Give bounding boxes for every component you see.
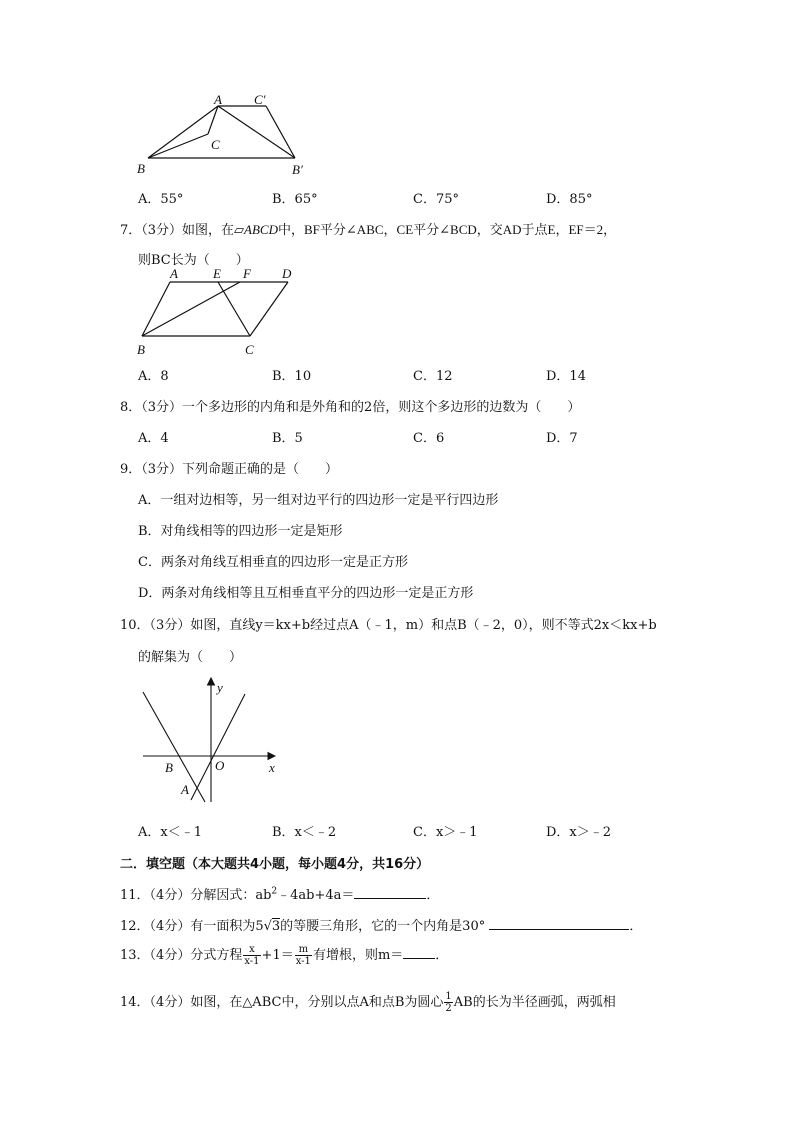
q11-suffix: ﹣4ab+4a＝: [277, 888, 355, 903]
label-y: y: [217, 680, 223, 695]
q7-option-b[interactable]: B．10: [272, 369, 312, 384]
q12-prefix: 12．（4分）有一面积为5: [120, 919, 264, 934]
q12-suffix: 的等腰三角形，它的一个内角是30°: [280, 919, 486, 934]
q11-stem: [120, 884, 439, 903]
label-F: F: [243, 266, 251, 281]
label-E: E: [213, 266, 221, 281]
q6-option-a[interactable]: A．55°: [138, 192, 184, 207]
label-A: A: [181, 782, 189, 797]
q7-stem-line1: [120, 219, 616, 238]
q7-stem-line2: 则BC长为（ ）: [138, 253, 249, 268]
q13-fraction-1: [243, 944, 260, 967]
q14-fraction-denominator: 2: [445, 1003, 452, 1014]
q13-prefix: 13．（4分）分式方程: [120, 948, 243, 963]
q12-sqrt-value: 3: [271, 919, 281, 934]
q7-parallelogram-symbol: ▱ABCD: [234, 222, 278, 237]
q9-option-c[interactable]: C．两条对角线互相垂直的四边形一定是正方形: [138, 555, 408, 570]
q12-stem: [120, 915, 642, 934]
q14-suffix: AB的长为半径画弧，两弧相: [453, 995, 616, 1010]
q8-option-b[interactable]: B．5: [272, 431, 303, 446]
label-B: B: [137, 161, 145, 176]
label-x: x: [269, 760, 275, 775]
label-B: B: [137, 342, 145, 357]
label-A: A: [170, 266, 178, 281]
q6-option-c[interactable]: C．75°: [413, 192, 459, 207]
q11-exponent: 2: [271, 886, 278, 897]
sqrt-icon: √: [263, 919, 272, 934]
q7-option-c[interactable]: C．12: [413, 369, 453, 384]
q13-mid: +1＝: [261, 948, 294, 963]
q13-end: ．: [435, 948, 449, 963]
q7-stem-part3: BF平分∠ABC，CE平分∠BCD，交AD于点E，EF＝2，: [304, 222, 617, 237]
q14-fraction: [444, 991, 452, 1014]
q13-fraction-1-numerator: x: [243, 944, 260, 956]
q7-option-a[interactable]: A．8: [138, 369, 169, 384]
label-B: B: [165, 760, 173, 775]
label-C: C: [211, 137, 220, 152]
label-O: O: [215, 758, 225, 773]
q8-option-a[interactable]: A．4: [138, 431, 169, 446]
q9-option-d[interactable]: D．两条对角线相等且互相垂直平分的四边形一定是正方形: [138, 586, 474, 601]
q10-stem-line1: 10．（3分）如图，直线y＝kx+b经过点A（﹣1，m）和点B（﹣2，0），则不等式2x＜kx+b: [120, 618, 657, 633]
label-D: D: [282, 266, 292, 281]
q13-stem: [120, 941, 448, 971]
q10-stem-line2: 的解集为（ ）: [138, 650, 243, 665]
q10-option-c[interactable]: C．x＞﹣1: [413, 825, 478, 840]
q13-fraction-2: [295, 944, 312, 967]
q13-fraction-2-denominator: x-1: [295, 956, 311, 967]
q8-option-c[interactable]: C．6: [413, 431, 445, 446]
q8-stem: 8．（3分）一个多边形的内角和是外角和的2倍，则这个多边形的边数为（ ）: [120, 400, 581, 415]
q12-end: ．: [629, 919, 643, 934]
q6-option-b[interactable]: B．65°: [272, 192, 318, 207]
q9-stem: 9．（3分）下列命题正确的是（ ）: [120, 462, 339, 477]
label-A: A: [214, 92, 222, 107]
q7-stem-part1: 7．（3分）如图，在: [120, 223, 235, 238]
q8-option-d[interactable]: D．7: [546, 431, 578, 446]
q12-answer-blank[interactable]: [489, 917, 629, 930]
q14-stem: [120, 988, 616, 1018]
q10-option-d[interactable]: D．x＞﹣2: [546, 825, 612, 840]
q6-option-d[interactable]: D．85°: [546, 192, 593, 207]
q13-suffix: 有增根，则m＝: [312, 948, 404, 963]
label-C: C: [245, 342, 254, 357]
figure-rotated-triangles: [130, 92, 320, 182]
figure-parallelogram: [130, 268, 310, 360]
label-B-prime: B′: [292, 162, 303, 177]
q13-answer-blank[interactable]: [403, 946, 435, 959]
q10-option-b[interactable]: B．x＜﹣2: [272, 825, 337, 840]
q9-option-a[interactable]: A．一组对边相等，另一组对边平行的四边形一定是平行四边形: [138, 493, 499, 508]
section-heading-fill-in: 二．填空题（本大题共4小题，每小题4分，共16分）: [120, 857, 430, 872]
q9-option-b[interactable]: B．对角线相等的四边形一定是矩形: [138, 524, 343, 539]
q14-prefix: 14．（4分）如图，在△ABC中，分别以点A和点B为圆心: [120, 995, 444, 1010]
q11-answer-blank[interactable]: [354, 886, 426, 899]
figure-line-graph: [135, 674, 285, 809]
q11-end: ．: [426, 888, 440, 903]
q7-stem-part2: 中，: [278, 223, 305, 238]
q11-prefix: 11．（4分）分解因式：ab: [120, 888, 272, 903]
q7-option-d[interactable]: D．14: [546, 369, 586, 384]
q10-option-a[interactable]: A．x＜﹣1: [138, 825, 202, 840]
label-C-prime: C′: [254, 92, 266, 107]
q13-fraction-1-denominator: x-1: [244, 956, 260, 967]
q13-fraction-2-numerator: m: [295, 944, 312, 956]
q14-fraction-numerator: 1: [445, 991, 452, 1002]
